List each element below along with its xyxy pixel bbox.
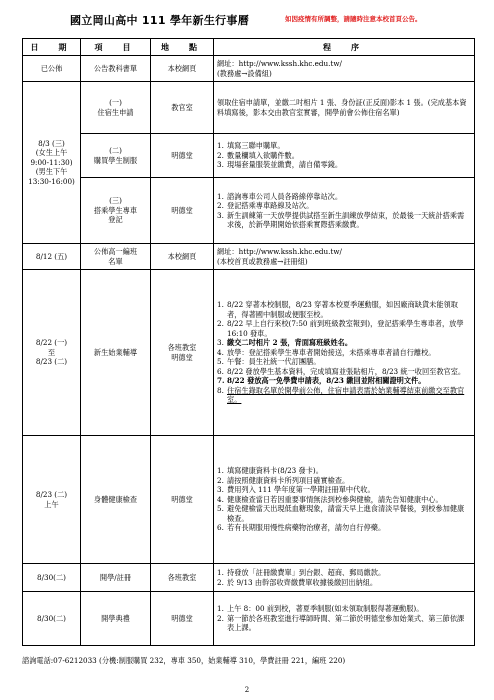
table-row	[23, 436, 475, 564]
row-place: 明德堂	[151, 592, 214, 646]
list-item: 2. 於 9/13 由幹部收齊繳費單收據後繳回出納組。	[217, 577, 378, 587]
row-date: 8/30(二)	[23, 592, 81, 646]
table-row	[23, 244, 475, 270]
list-item: 3. 費用列入 111 學年度第一學期註冊單中代收。	[217, 485, 375, 495]
list-item: 1. 8/22 穿著本校制服，8/23 穿著本校夏季運動服，如因廠商缺貨未能領取者，得著國中制服或便服至校。	[217, 300, 458, 319]
row-place: 本校網頁	[151, 244, 214, 270]
row-procedure	[214, 178, 475, 244]
list-item: 2. 請按照健康資料卡所列項目確實檢查。	[217, 475, 350, 485]
page-number: 2	[244, 686, 250, 694]
row-date: 8/23 (二) 上午	[23, 436, 81, 564]
row-procedure	[214, 134, 475, 178]
column-header-item: 項 目	[81, 39, 151, 56]
row-procedure	[214, 270, 475, 436]
list-item: 7. 8/22 發放高一免學費申請表，8/23 繳回並附相關證明文件。	[217, 376, 426, 386]
row-procedure	[214, 592, 475, 646]
website-path: (本校首頁或教務處→註冊組)	[217, 256, 308, 266]
row-place: 各班教室	[151, 564, 214, 592]
table-row	[23, 82, 475, 134]
list-item: 2. 數量欄填入欲購件數。	[217, 150, 299, 160]
list-item: 1. 填寫健康資料卡(8/23 發卡)。	[217, 466, 323, 476]
list-item: 5. 避免健檢當天出現低血糖現象，請當天早上進食清淡早餐後，到校參加健康檢查。	[217, 504, 465, 523]
list-item: 6. 8/22 發放學生基本資料，完成填寫並張貼相片，8/23 統一收回至教官室。	[217, 366, 466, 376]
row-item: 身體健康檢查	[81, 436, 151, 564]
row-procedure	[214, 244, 475, 270]
website-url: 網址：http://www.kssh.khc.edu.tw/	[217, 247, 342, 256]
list-item: 5. 午餐：員生社統一代訂團膳。	[217, 357, 321, 367]
list-item: 2. 8/22 早上自行來校(7:50 前到班級教室報到)，登記搭乘學生專車者，放學 16:10 發車。	[217, 319, 464, 338]
row-item: (三) 搭乘學生專車 登記	[81, 178, 151, 244]
website-url: 網址：http://www.kssh.khc.edu.tw/	[217, 59, 342, 68]
row-place: 各班教室 明德堂	[151, 270, 214, 436]
list-item: 1. 上午 8：00 前到校，著夏季制服(如未領取制服得著運動服)。	[217, 604, 424, 614]
row-item: (一) 住宿生申請	[81, 82, 151, 134]
notice-text: 如因疫情有所調整，請隨時注意本校首頁公告。	[285, 15, 422, 23]
row-date: 8/30(二)	[23, 564, 81, 592]
row-date: 8/12 (五)	[23, 244, 81, 270]
list-item: 1. 諮詢專車公司人員各路線停靠站次。	[217, 191, 343, 201]
row-item: 公告教科書單	[81, 56, 151, 82]
row-item: 開學/註冊	[81, 564, 151, 592]
table-row	[23, 134, 475, 178]
row-item: 公佈高一編班 名單	[81, 244, 151, 270]
row-place: 教官室	[151, 82, 214, 134]
row-place: 明德堂	[151, 134, 214, 178]
row-place: 明德堂	[151, 178, 214, 244]
row-item: (二) 購買學生制服	[81, 134, 151, 178]
row-date: 8/3 (三) (女生上午 9:00-11:30) (男生下午 13:30-16:00)	[23, 82, 81, 244]
table-header-row	[23, 39, 475, 56]
schedule-table	[22, 38, 475, 646]
table-row	[23, 56, 475, 82]
list-item: 3. 新生訓練第一天放學提供試搭至新生訓練放學結束，於最後一天統計搭乘需求後，於新學期開始依搭乘實際搭乘繳費。	[217, 210, 465, 229]
table-row	[23, 564, 475, 592]
website-path: (教務處→設備組)	[217, 68, 272, 78]
row-procedure	[214, 564, 475, 592]
row-date: 已公佈	[23, 56, 81, 82]
row-place: 明德堂	[151, 436, 214, 564]
list-item: 3. 繳交二吋相片 2 張，背面寫班級姓名。	[217, 338, 353, 348]
row-procedure	[214, 56, 475, 82]
row-procedure: 領取住宿申請單，並繳二吋相片 1 張、身份証(正反面)影本 1 張。(完成基本資料填寫後，影本交由教官室實審，開學前會公佈住宿名單)	[214, 82, 475, 134]
column-header-procedure: 程 序	[214, 39, 475, 56]
row-date: 8/22 (一) 至 8/23 (二)	[23, 270, 81, 436]
page-title: 國立岡山高中 111 學年新生行事曆	[70, 14, 250, 27]
list-item: 6. 若有長期服用慢性病藥物治療者，請勿自行停藥。	[217, 523, 386, 533]
column-header-date: 日 期	[23, 39, 81, 56]
row-item: 開學典禮	[81, 592, 151, 646]
row-place: 本校網頁	[151, 56, 214, 82]
list-item: 1. 填寫三聯申購單。	[217, 141, 285, 151]
list-item: 8. 住宿生錄取名單於開學前公佈，住宿申請表需於始業輔導結束前繳交至教官室。	[217, 385, 465, 405]
list-item: 2. 第一節於各班教室進行導師時間、第二節於明德堂參加始業式、第三節依課表上課。	[217, 613, 465, 633]
list-item: 4. 放學：登記搭乘學生專車者開始接送，未搭乘專車者請自行離校。	[217, 347, 436, 357]
page-header	[22, 8, 474, 30]
list-item: 4. 健康檢查當日若因重要事情無法到校參與健檢，請先告知健康中心。	[217, 494, 443, 504]
list-item: 3. 現場套量服裝並繳費，請自備零錢。	[217, 160, 343, 170]
list-item: 1. 持發放「註冊繳費單」到台銀、超商、郵局繳款。	[217, 568, 386, 577]
row-procedure	[214, 436, 475, 564]
row-item: 新生始業輔導	[81, 270, 151, 436]
table-row	[23, 270, 475, 436]
column-header-place: 地 點	[151, 39, 214, 56]
list-item: 2. 登記搭乘專車路線及站次。	[217, 201, 314, 210]
table-row	[23, 592, 475, 646]
table-row	[23, 178, 475, 244]
contact-info: 諮詢電話:07-6212033 (分機:制服購買 232，專車 350，始業輔導 310，學費註冊 221，編班 220)	[22, 656, 346, 665]
